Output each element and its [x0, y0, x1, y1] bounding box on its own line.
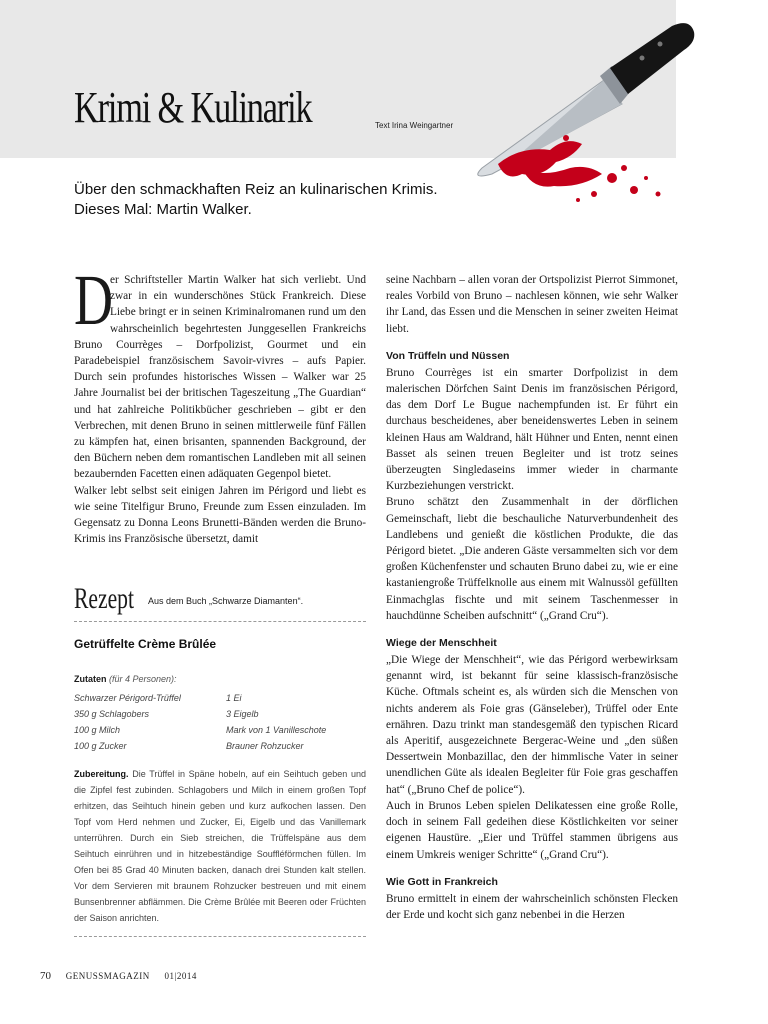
article-paragraph: Bruno schätzt den Zusammenhalt in der dörflichen Gemeinschaft, liebt die beschauliche Naturverbundenheit des Landlebens und genießt die köstlichen Produkte, die das Périgord bietet. „Die anderen Gäste versammelten sich vor dem großen Küchenfenster und schauten Bruno dabei zu, wie er eine kastaniengroße Trüffelknolle aus einem mit Walnussöl gefüllten Einmachglas fischte und mit seinem Taschenmesser in hauchdünne Scheiben aufschnitt“ („Grand Cru“).	[386, 496, 678, 622]
preparation-label: Zubereitung.	[74, 769, 129, 779]
preparation	[74, 766, 366, 926]
ingredient-row	[74, 722, 366, 738]
article-paragraph: Auch in Brunos Leben spielen Delikatessen eine große Rolle, doch in seinem Fall gedeihen diese Köstlichkeiten vor seiner eigenen Haustüre. „Eier und Trüffel stammen übrigens aus einem Umkreis weniger Schritte“ („Grand Cru“).	[386, 799, 678, 861]
drop-cap: D	[74, 260, 113, 340]
ingredients-note: (für 4 Personen):	[109, 674, 177, 684]
ingredient-row	[74, 706, 366, 722]
article-paragraph: seine Nachbarn – allen voran der Ortspolizist Pierrot Simmonet, reales Vorbild von Bruno – nachlesen können, wie sehr Walker ihr Land, das Essen und die Menschen in seiner zweiten Heimat liebt.	[386, 274, 678, 335]
divider	[74, 621, 366, 622]
ingredient: 100 g Zucker	[74, 741, 127, 751]
intro-line-2: Dieses Mal: Martin Walker.	[74, 201, 252, 218]
section-heading: Von Trüffeln und Nüssen	[386, 349, 510, 362]
ingredient: Schwarzer Périgord-Trüffel	[74, 693, 181, 703]
article-paragraph: Bruno ermittelt in einem der wahrscheinlich schönsten Flecken der Erde und kocht sich ganz nebenbei in die Herzen	[386, 892, 678, 921]
ingredient: 350 g Schlagobers	[74, 709, 150, 719]
bloody-knife-icon	[462, 18, 702, 228]
preparation-text: Die Trüffel in Späne hobeln, auf ein Seihtuch geben und die Zipfel fest zubinden. Schlagobers und Milch in einem großen Topf erhitzen, das Seihtuch hinein geben und kurz aufkochen lassen. Den Topf vom Herd nehmen und Zucker, Ei, Eigelb und das Vanillemark unterrühren. Durch ein Sieb streichen, die Trüffelspäne aus dem Seihtuch einrühren und in hitzebeständige Souffléförmchen füllen. Im Ofen bei 85 Grad 40 Minuten backen, danach drei Stunden kalt stellen. Vor dem Servieren mit braunem Rohzucker bestreuen und mit einem Bunsenbrenner abflämmen. Die Crème Brûlée mit Beeren oder Früchten der Saison anrichten.	[74, 769, 366, 923]
ingredient: Mark von 1 Vanilleschote	[226, 725, 327, 735]
ingredient-row	[74, 738, 366, 754]
magazine-name: GENUSSMAGAZIN	[65, 971, 150, 981]
byline: Text Irina Weingartner	[375, 121, 454, 130]
intro-line-1: Über den schmackhaften Reiz an kulinarischen Krimis.	[74, 181, 438, 198]
issue-number: 01|2014	[164, 971, 197, 981]
article-column-right	[386, 272, 678, 923]
ingredient-row	[74, 690, 366, 706]
article-paragraph: „Die Wiege der Menschheit“, wie das Périgord werbewirksam genannt wird, ist bekannt für seine klassisch-französische Küche. Oftmals scheint es, als würden sich die Menschen von nichts anderem als Foie gras (Gänseleber), Trüffel oder Ente ernähren. Dazu trinkt man standesgemäß den typischen Ricard als Aperitif, ausgezeichnete Bergerac-Weine und „den süßen Dessertwein Monbazillac, den der himmlische Vater in seiner unendlichen Güte als idealen Begleiter für Foie gras geschaffen hat“ („Bruno Chef de police“).	[386, 654, 678, 796]
page-number: 70	[40, 970, 51, 982]
ingredient: Brauner Rohzucker	[226, 741, 304, 751]
intro-text	[74, 180, 464, 220]
divider	[74, 936, 366, 937]
recipe-source: Aus dem Buch „Schwarze Diamanten“.	[148, 596, 304, 606]
ingredient: 3 Eigelb	[226, 709, 259, 719]
ingredients-label: Zutaten	[74, 674, 107, 684]
recipe-heading	[74, 584, 303, 614]
section-heading: Wie Gott in Frankreich	[386, 875, 498, 888]
ingredient: 100 g Milch	[74, 725, 121, 735]
ingredients-heading	[74, 674, 177, 684]
article-paragraph: Bruno Courrèges ist ein smarter Dorfpolizist in dem malerischen Dörfchen Saint Denis im französischen Périgord, das dem Dorf Le Bugue nachempfunden ist. Er führt ein durchaus bescheidenes, aber beneidenswertes Leben in seinem kleinen Haus am Waldrand, hält Hühner und Enten, nennt einen Basset als seinen treuen Begleiter und ist trotz seines überzeugten Singledaseins immer wieder in charmante Kurzbeziehungen verstrickt.	[386, 366, 678, 493]
article-column-left	[74, 260, 366, 547]
page-title: Krimi & Kulinarik	[74, 83, 312, 132]
article-paragraph: Walker lebt selbst seit einigen Jahren im Périgord und liebt es wie seine Titelfigur Bruno, Freunde zum Essen einzuladen. Im Gegensatz zu Donna Leons Brunetti-Bänden werden die Bruno-Krimis ins Französische übersetzt, damit	[74, 484, 366, 546]
recipe-label: Rezept	[74, 582, 134, 615]
ingredient: 1 Ei	[226, 693, 242, 703]
ingredients-list	[74, 690, 366, 754]
dish-title: Getrüffelte Crème Brûlée	[74, 637, 217, 651]
page-footer	[40, 970, 209, 982]
article-paragraph: er Schriftsteller Martin Walker hat sich verliebt. Und zwar in ein wunderschönes Stück Frankreich. Diese Liebe bringt er in seinen Kriminalromanen rund um den wahrscheinlich begehrtesten Junggesellen Frankreichs Bruno Courrèges – Dorfpolizist, Gourmet und ein Paradebeispiel französischem Savoir-vivres – aufs Papier. Durch sein profundes historisches Wissen – Walker war 25 Jahre Journalist bei der britischen Tageszeitung „The Guardian“ und hat zahlreiche Politikbücher geschrieben – gibt er den Verbrechen, mit denen Bruno in seinen mittlerweile fünf Fällen zu kämpfen hat, einen brisanten, spannenden Background, der den Büchern neben dem romantischen Landleben mit all seinen bezaubernden Facetten einen adäquaten Gegenpol bietet.	[74, 274, 366, 481]
section-heading: Wiege der Menschheit	[386, 637, 497, 650]
